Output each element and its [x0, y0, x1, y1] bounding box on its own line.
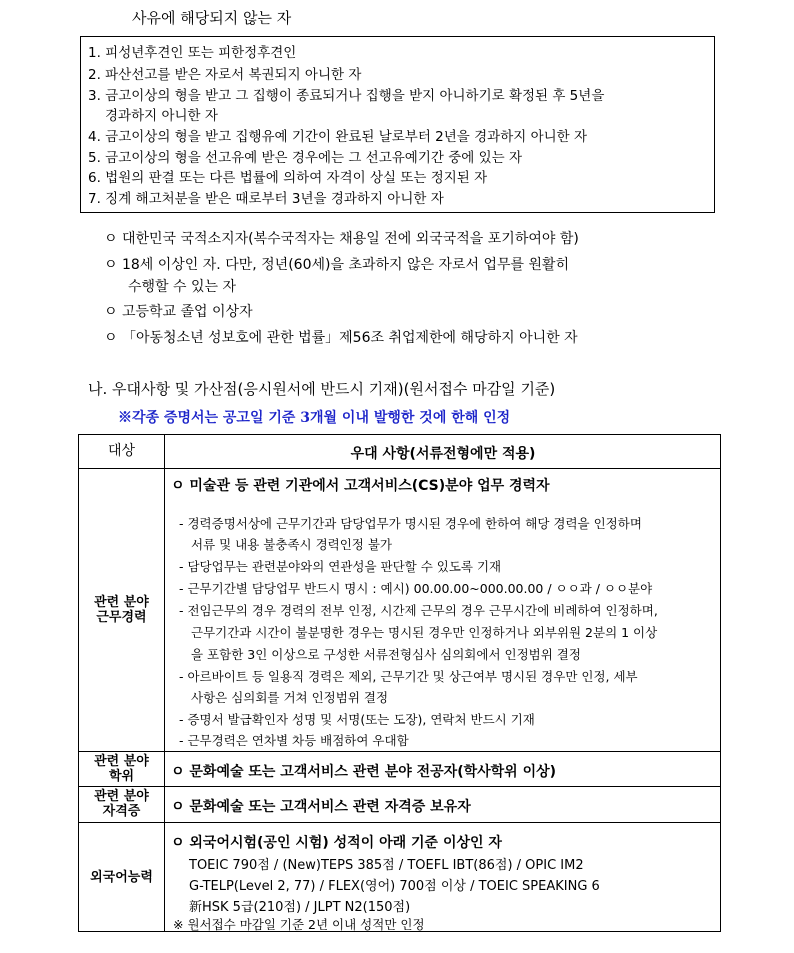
- language-title: ㅇ 외국어시험(공인 시험) 성적이 아래 기준 이상인 자: [171, 835, 502, 851]
- experience-line: - 아르바이트 등 일용직 경력은 제외, 근무기간 및 상근여부 명시된 경우만 인정, 세부: [179, 669, 638, 684]
- row-divider: [79, 786, 720, 787]
- experience-line: - 전임근무의 경우 경력의 전부 인정, 시간제 근무의 경우 근무시간에 비례하여 인정하며,: [179, 603, 658, 618]
- disqualification-item: 3. 금고이상의 형을 받고 그 집행이 종료되거나 집행을 받지 아니하기로 확정된 후 5년을: [88, 88, 605, 104]
- disqualification-item: 6. 법원의 판결 또는 다른 법률에 의하여 자격이 상실 또는 정지된 자: [88, 170, 488, 186]
- disqualification-item: 4. 금고이상의 형을 받고 집행유예 기간이 완료된 날로부터 2년을 경과하지 아니한 자: [88, 129, 588, 145]
- experience-line: - 근무기간별 담당업무 반드시 명시 : 예시) 00.00.00~000.00.00 / ㅇㅇ과 / ㅇㅇ분야: [179, 581, 653, 596]
- disqualification-item: 7. 징계 해고처분을 받은 때로부터 3년을 경과하지 아니한 자: [88, 191, 444, 207]
- experience-title: ㅇ 미술관 등 관련 기관에서 고객서비스(CS)분야 업무 경력자: [171, 478, 550, 494]
- degree-title: ㅇ 문화예술 또는 고객서비스 관련 분야 전공자(학사학위 이상): [171, 764, 557, 780]
- language-line: TOEIC 790점 / (New)TEPS 385점 / TOEFL IBT(86점) / OPIC IM2: [189, 858, 584, 873]
- experience-line: - 근무경력은 연차별 차등 배점하여 우대함: [179, 733, 409, 748]
- experience-line: - 담당업무는 관련분야와의 연관성을 판단할 수 있도록 기재: [179, 559, 502, 574]
- experience-line: 을 포함한 3인 이상으로 구성한 서류전형심사 심의회에서 인정범위 결정: [191, 647, 581, 662]
- language-line: G-TELP(Level 2, 77) / FLEX(영어) 700점 이상 / TOEIC SPEAKING 6: [189, 879, 600, 894]
- row-divider: [79, 822, 720, 823]
- experience-line: 근무기간과 시간이 불분명한 경우는 명시된 경우만 인정하거나 외부위원 2분의 1 이상: [191, 625, 658, 640]
- preference-heading: 나. 우대사항 및 가산점(응시원서에 반드시 기재)(원서접수 마감일 기준): [88, 380, 556, 398]
- preference-notice: ※각종 증명서는 공고일 기준 3개월 이내 발행한 것에 한해 인정: [118, 410, 511, 426]
- experience-line: 사항은 심의회를 거쳐 인정범위 결정: [191, 690, 389, 705]
- row-divider: [79, 751, 720, 752]
- language-line: 新HSK 5급(210점) / JLPT N2(150점): [189, 900, 411, 915]
- disqualification-item: 2. 파산선고를 받은 자로서 복권되지 아니한 자: [88, 67, 362, 83]
- disqualification-item-continued: 경과하지 아니한 자: [105, 108, 218, 124]
- language-category: 외국어능력: [90, 870, 153, 885]
- requirement-item: ㅇ 「아동청소년 성보호에 관한 법률」제56조 취업제한에 해당하지 아니한 자: [104, 330, 578, 346]
- disqualification-item: 5. 금고이상의 형을 선고유예 받은 경우에는 그 선고유예기간 중에 있는 자: [88, 150, 522, 166]
- experience-category: 관련 분야 근무경력: [94, 594, 149, 625]
- experience-line: - 증명서 발급확인자 성명 및 서명(또는 도장), 연락처 반드시 기재: [179, 712, 535, 727]
- preference-table: [78, 434, 721, 932]
- certificate-title: ㅇ 문화예술 또는 고객서비스 관련 자격증 보유자: [171, 799, 471, 815]
- requirement-item: ㅇ 고등학교 졸업 이상자: [104, 304, 253, 320]
- requirement-item-continued: 수행할 수 있는 자: [128, 279, 237, 295]
- experience-line: - 경력증명서상에 근무기간과 담당업무가 명시된 경우에 한하여 해당 경력을 인정하며: [179, 516, 642, 531]
- disqualification-box: [80, 36, 715, 213]
- experience-line: 서류 및 내용 불충족시 경력인정 불가: [191, 537, 392, 552]
- degree-category: 관련 분야 학위: [94, 753, 149, 784]
- requirement-item: ㅇ 18세 이상인 자. 다만, 정년(60세)을 초과하지 않은 자로서 업무를 원활히: [104, 257, 570, 273]
- column-divider: [164, 435, 165, 931]
- language-note: ※ 원서접수 마감일 기준 2년 이내 성적만 인정: [173, 917, 425, 932]
- table-header-category: 대상: [107, 443, 136, 459]
- table-header-content: 우대 사항(서류전형에만 적용): [350, 446, 536, 462]
- disqualification-item: 1. 피성년후견인 또는 피한정후견인: [88, 45, 297, 61]
- intro-line: 사유에 해당되지 않는 자: [132, 9, 292, 27]
- requirement-item: ㅇ 대한민국 국적소지자(복수국적자는 채용일 전에 외국국적을 포기하여야 함): [104, 231, 579, 247]
- row-divider: [79, 468, 720, 469]
- certificate-category: 관련 분야 자격증: [94, 789, 149, 819]
